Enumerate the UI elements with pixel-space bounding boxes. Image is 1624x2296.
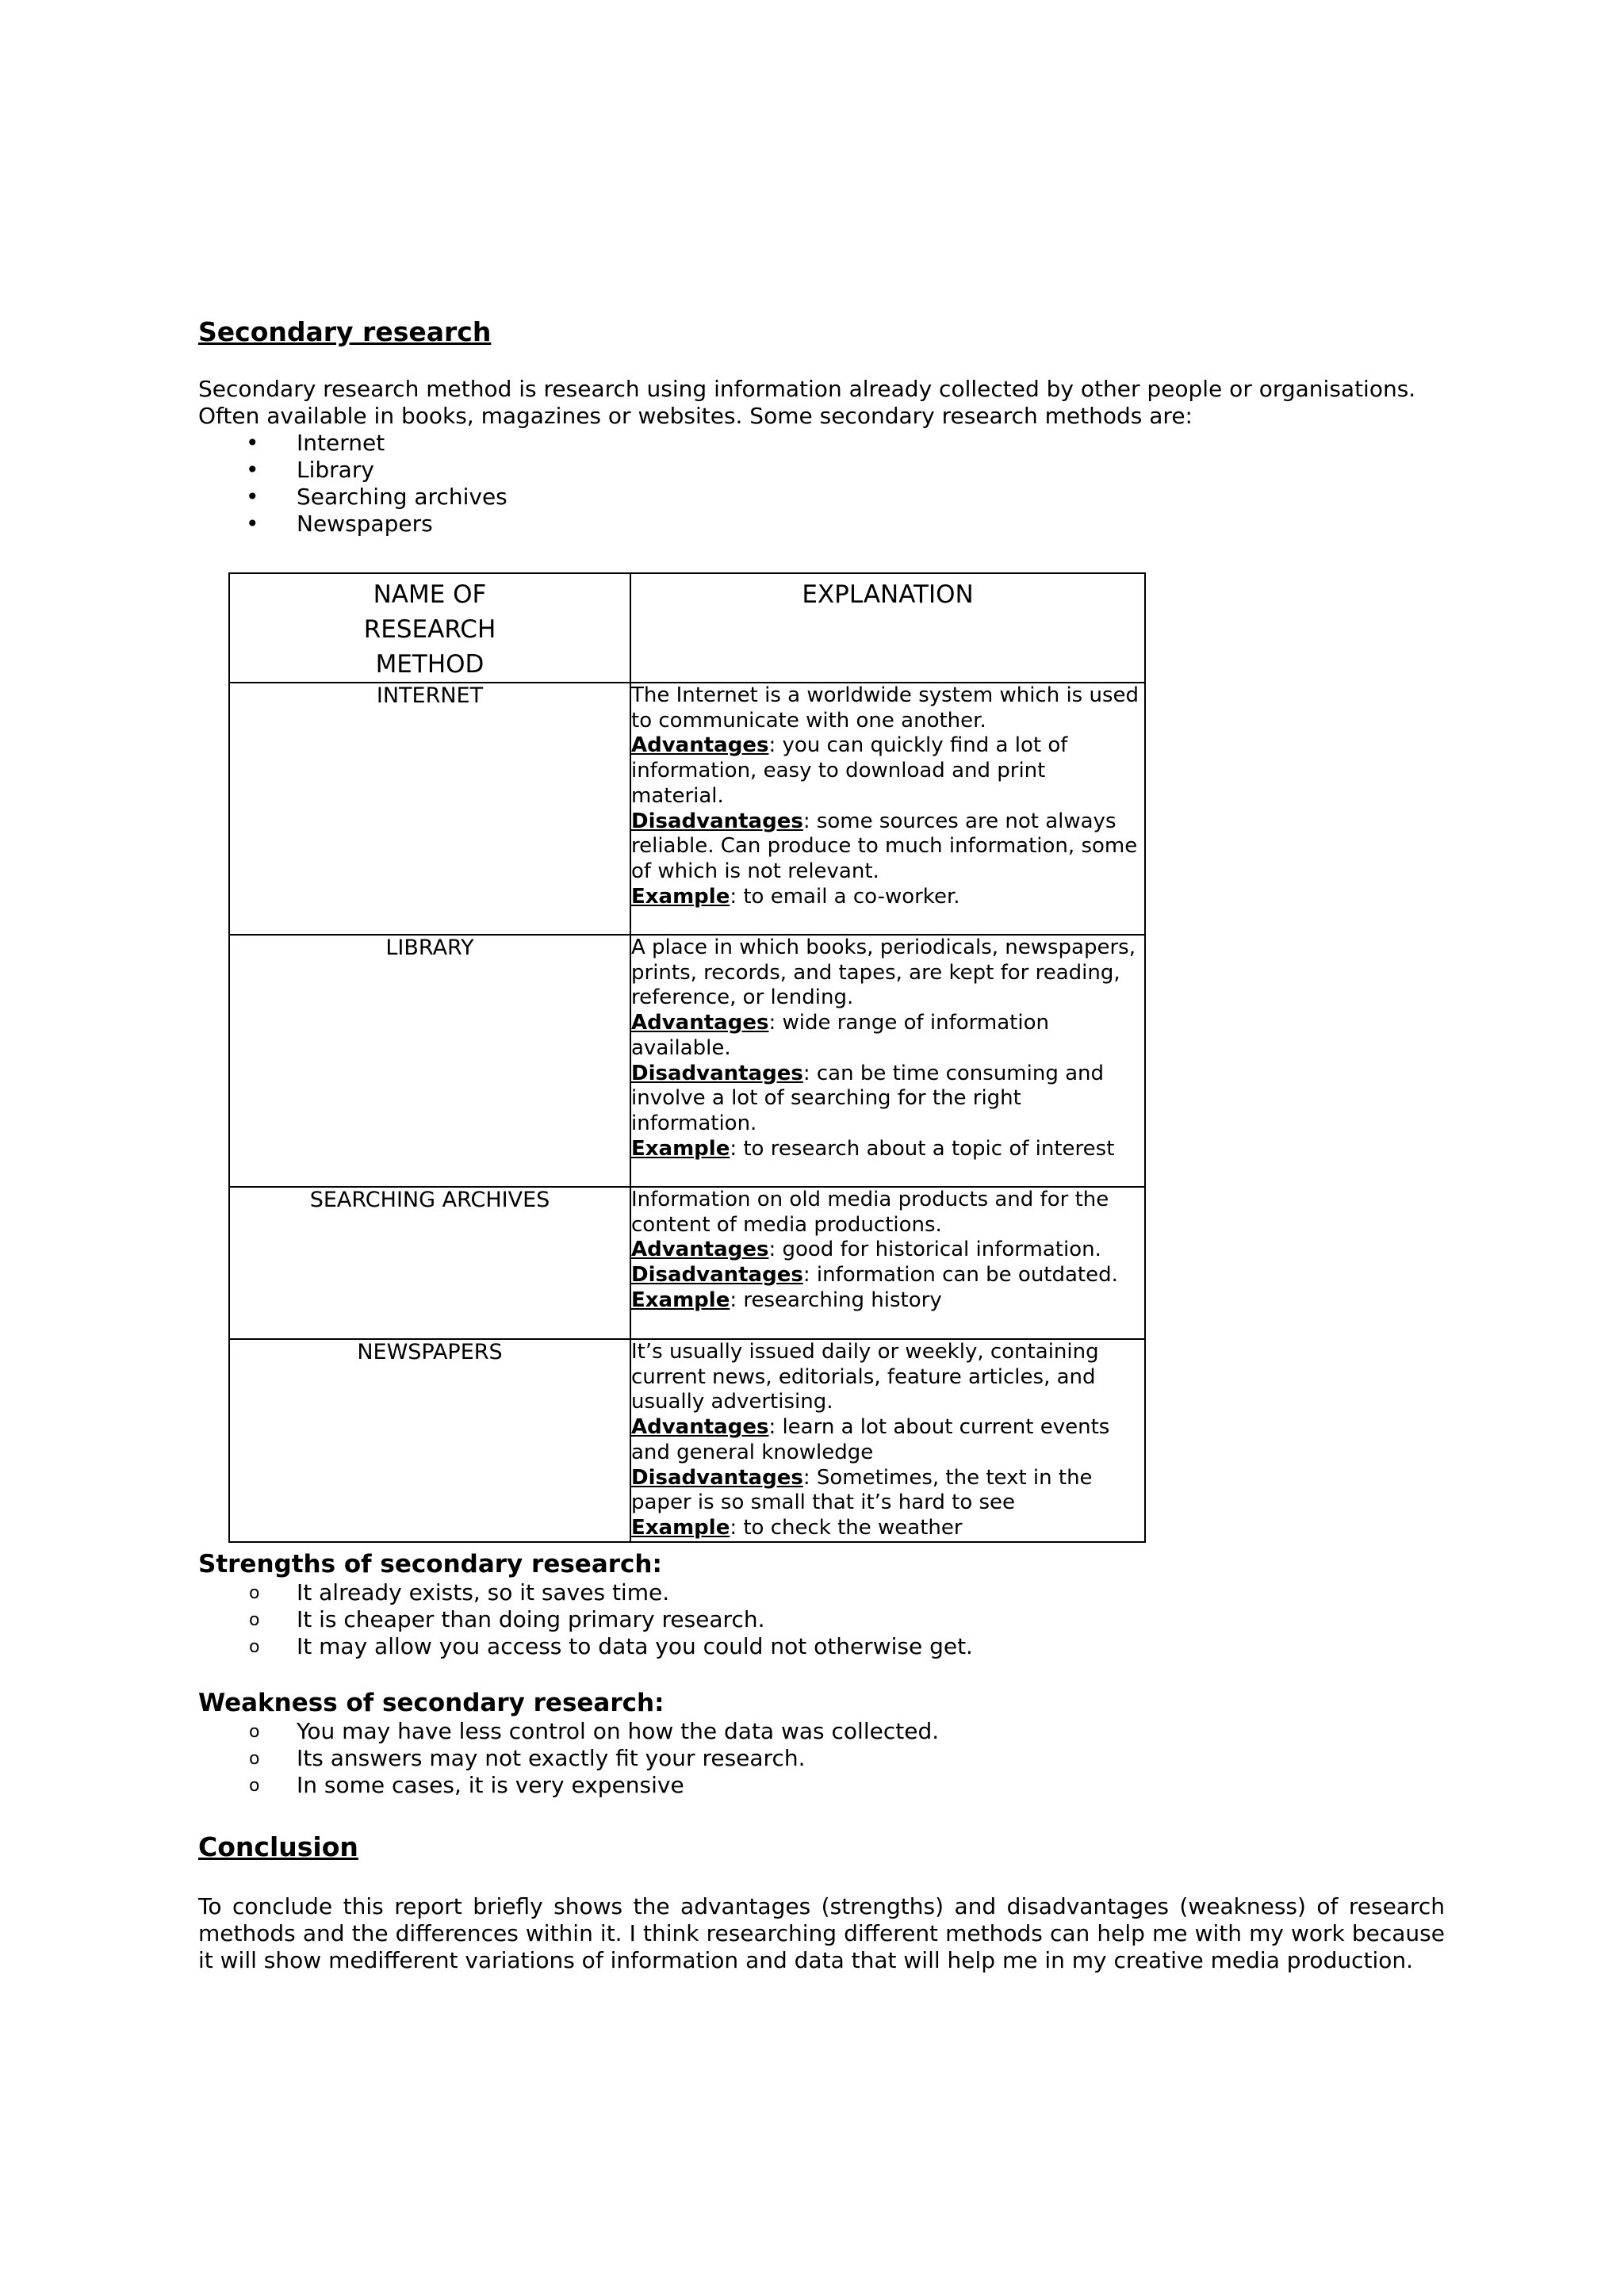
disadvantages-label: Disadvantages bbox=[631, 1061, 803, 1085]
advantages-label: Advantages bbox=[631, 1415, 769, 1440]
explanation-cell bbox=[630, 683, 1145, 935]
advantages-label: Advantages bbox=[631, 1238, 769, 1262]
research-methods-table bbox=[228, 572, 1146, 1543]
list-item: o You may have less control on how the data was collected. bbox=[198, 1718, 939, 1745]
list-item: • Internet bbox=[198, 430, 508, 457]
list-item: o It may allow you access to data you could not otherwise get. bbox=[198, 1633, 973, 1660]
intro-line-2: Often available in books, magazines or websites. Some secondary research methods are: bbox=[198, 403, 1193, 429]
example-text: : to email a co-worker. bbox=[730, 884, 960, 909]
weakness-heading: Weakness of secondary research: bbox=[198, 1689, 665, 1717]
intro-paragraph bbox=[198, 376, 1443, 430]
methods-bullet-list bbox=[198, 430, 508, 538]
advantages-text: : good for historical information. bbox=[768, 1238, 1101, 1262]
table-row bbox=[229, 1187, 1145, 1339]
example-text: : to research about a topic of interest bbox=[730, 1136, 1115, 1161]
explanation-cell bbox=[630, 1339, 1145, 1542]
example-label: Example bbox=[631, 884, 730, 909]
list-item: o In some cases, it is very expensive bbox=[198, 1772, 939, 1799]
header-explanation: EXPLANATION bbox=[630, 573, 1145, 683]
strengths-list bbox=[198, 1579, 973, 1660]
description-text: The Internet is a worldwide system which is used to communicate with one another. bbox=[631, 683, 1139, 733]
disadvantages-label: Disadvantages bbox=[631, 1263, 803, 1288]
section-heading-secondary-research: Secondary research bbox=[198, 316, 492, 347]
weakness-list bbox=[198, 1718, 939, 1799]
disadvantages-text: : Sometimes, the text in the paper is so small that it’s hard to see bbox=[631, 1465, 1093, 1515]
list-item: o It is cheaper than doing primary research. bbox=[198, 1606, 973, 1633]
explanation-cell bbox=[630, 935, 1145, 1187]
list-item: • Newspapers bbox=[198, 511, 508, 538]
disadvantages-label: Disadvantages bbox=[631, 809, 803, 833]
method-name-cell: NEWSPAPERS bbox=[229, 1339, 630, 1542]
table-row bbox=[229, 683, 1145, 935]
example-text: : to check the weather bbox=[730, 1515, 963, 1540]
advantages-label: Advantages bbox=[631, 733, 769, 758]
conclusion-paragraph: To conclude this report briefly shows the advantages (strengths) and disadvantages (weakness) of research methods and the differences within it. I think researching different methods can help me with my work because it will show medifferent variations of information and data that will help me in my creative media production. bbox=[198, 1893, 1445, 1973]
list-item: • Library bbox=[198, 457, 508, 484]
explanation-cell bbox=[630, 1187, 1145, 1339]
table-row bbox=[229, 935, 1145, 1187]
description-text: A place in which books, periodicals, newspapers, prints, records, and tapes, are kept for reading, reference, or lending. bbox=[631, 936, 1136, 1010]
advantages-text: : learn a lot about current events and general knowledge bbox=[631, 1415, 1110, 1464]
disadvantages-text: : some sources are not always reliable. Can produce to much information, some of which is not relevant. bbox=[631, 809, 1138, 883]
list-item: o Its answers may not exactly fit your research. bbox=[198, 1745, 939, 1772]
advantages-text: : you can quickly find a lot of information, easy to download and print material. bbox=[631, 733, 1068, 808]
list-item: o It already exists, so it saves time. bbox=[198, 1579, 973, 1606]
example-text: : researching history bbox=[730, 1288, 942, 1312]
example-label: Example bbox=[631, 1515, 730, 1540]
method-name-cell: SEARCHING ARCHIVES bbox=[229, 1187, 630, 1339]
advantages-text: : wide range of information available. bbox=[631, 1011, 1049, 1060]
advantages-label: Advantages bbox=[631, 1011, 769, 1035]
list-item: • Searching archives bbox=[198, 484, 508, 511]
conclusion-heading: Conclusion bbox=[198, 1831, 358, 1862]
example-label: Example bbox=[631, 1136, 730, 1161]
description-text: Information on old media products and for the content of media productions. bbox=[631, 1188, 1109, 1237]
header-name-of-research-method: NAME OF RESEARCH METHOD bbox=[229, 573, 630, 683]
table-header-row bbox=[229, 573, 1145, 683]
method-name-cell: INTERNET bbox=[229, 683, 630, 935]
method-name-cell: LIBRARY bbox=[229, 935, 630, 1187]
disadvantages-text: : can be time consuming and involve a lot of searching for the right information. bbox=[631, 1061, 1105, 1135]
description-text: It’s usually issued daily or weekly, containing current news, editorials, feature articles, and usually advertising. bbox=[631, 1340, 1099, 1414]
disadvantages-text: : information can be outdated. bbox=[802, 1263, 1118, 1288]
disadvantages-label: Disadvantages bbox=[631, 1465, 803, 1490]
intro-line-1: Secondary research method is research using information already collected by other people or organisations. bbox=[198, 376, 1416, 402]
example-label: Example bbox=[631, 1288, 730, 1312]
table-row bbox=[229, 1339, 1145, 1542]
strengths-heading: Strengths of secondary research: bbox=[198, 1550, 662, 1578]
